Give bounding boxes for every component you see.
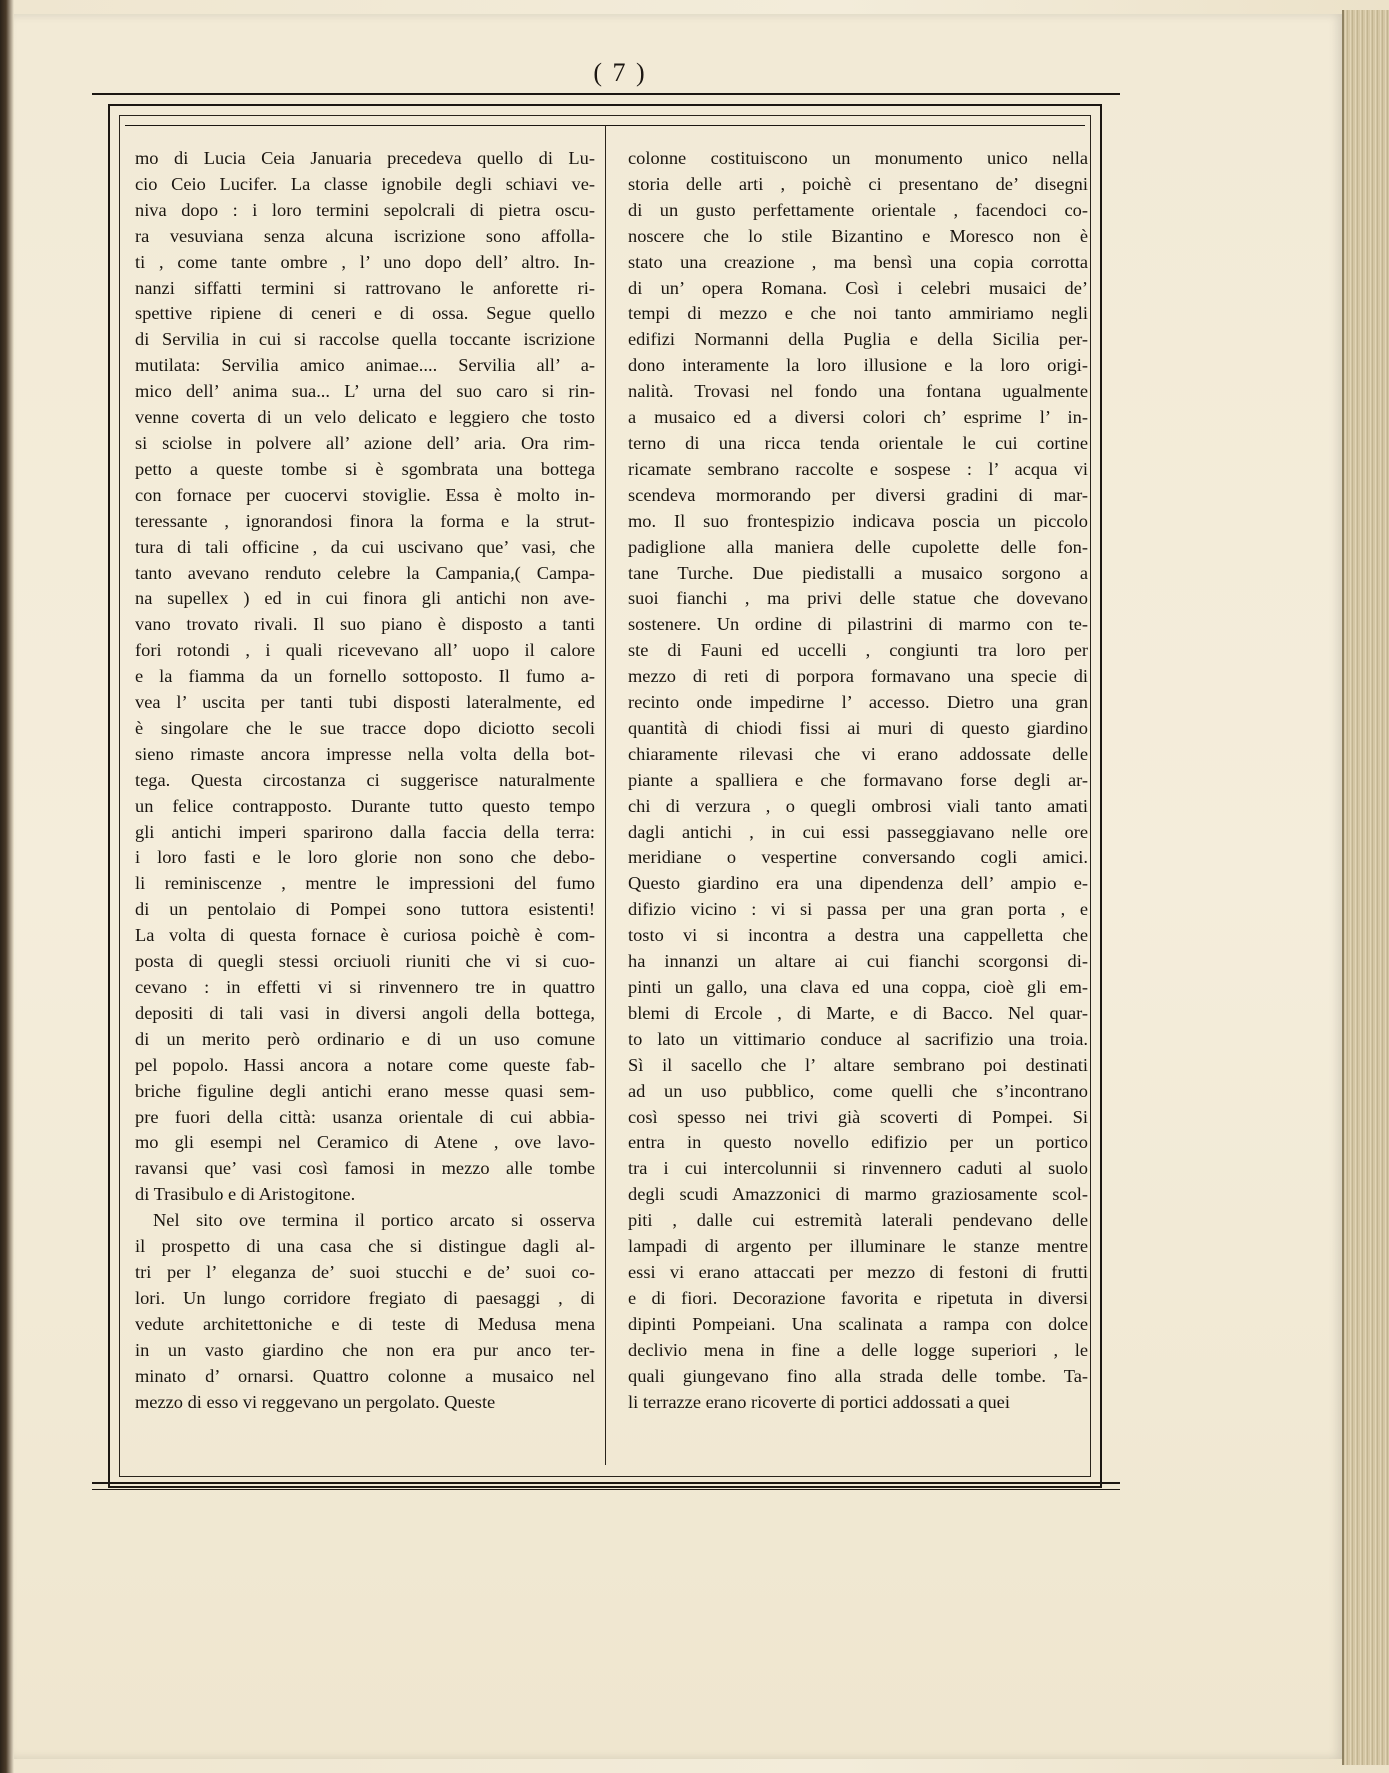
text-line: così spesso nei trivi già scoverti di Pompei. Si bbox=[628, 1106, 1088, 1127]
text-line: venne coverta di un velo delicato e leggiero che tosto bbox=[135, 407, 595, 428]
text-line: dipinti Pompeiani. Una scalinata a rampa con dolce bbox=[628, 1313, 1088, 1334]
text-line: gli antichi imperi sparirono dalla faccia della terra: bbox=[135, 821, 595, 842]
text-line: Sì il sacello che l’ altare sembrano poi destinati bbox=[628, 1054, 1088, 1075]
text-line: mezzo di esso vi reggevano un pergolato. Queste bbox=[135, 1391, 496, 1412]
text-line: teressante , ignorandosi finora la forma e la strut- bbox=[135, 510, 595, 531]
text-line: ravansi que’ vasi così famosi in mezzo alle tombe bbox=[135, 1158, 595, 1179]
bottom-rule-thick bbox=[92, 1482, 1120, 1484]
page-number: ( 7 ) bbox=[593, 58, 647, 87]
text-line: un felice contrapposto. Durante tutto questo tempo bbox=[135, 795, 595, 816]
text-line: mico dell’ anima sua... L’ urna del suo caro si rin- bbox=[135, 381, 595, 402]
text-line: storia delle arti , poichè ci presentano de’ disegni bbox=[628, 173, 1088, 194]
text-line: in un vasto giardino che non era pur anco ter- bbox=[135, 1339, 595, 1360]
text-line: a musaico ed a diversi colori ch’ esprime l’ in- bbox=[628, 407, 1088, 428]
text-line: tosto vi si incontra a destra una cappelletta che bbox=[628, 925, 1088, 946]
text-line: nalità. Trovasi nel fondo una fontana ugualmente bbox=[628, 381, 1088, 402]
text-line: posta di quegli stessi orciuoli riuniti che vi si cuo- bbox=[135, 951, 595, 972]
text-line: li terrazze erano ricoverte di portici addossati a quei bbox=[628, 1391, 1010, 1412]
text-line: petto a queste tombe si è sgombrata una bottega bbox=[135, 458, 595, 479]
text-line: edifizi Normanni della Puglia e della Sicilia per- bbox=[628, 329, 1088, 350]
text-line: è singolare che le sue tracce dopo diciotto secoli bbox=[135, 717, 595, 738]
text-line: recinto onde impedirne l’ accesso. Dietro una gran bbox=[628, 692, 1088, 713]
text-line: li reminiscenze , mentre le impressioni del fumo bbox=[135, 873, 595, 894]
text-line: noscere che lo stile Bizantino e Moresco non è bbox=[628, 225, 1088, 246]
text-line: di un gusto perfettamente orientale , facendoci co- bbox=[628, 199, 1088, 220]
text-line: ha innanzi un altare ai cui fianchi scorgonsi di- bbox=[628, 951, 1088, 972]
text-line: ad un uso pubblico, come quelli che s’incontrano bbox=[628, 1080, 1088, 1101]
text-line: essi vi erano attaccati per mezzo di festoni di frutti bbox=[628, 1261, 1088, 1282]
text-line: di Servilia in cui si raccolse quella toccante iscrizione bbox=[135, 329, 595, 350]
text-line: cio Ceio Lucifer. La classe ignobile degli schiavi ve- bbox=[135, 173, 595, 194]
text-line: spettive ripiene di ceneri e di ossa. Segue quello bbox=[135, 303, 595, 324]
text-line: tanto avevano renduto celebre la Campania,( Campa- bbox=[135, 562, 595, 583]
text-line: degli scudi Amazzonici di marmo graziosamente scol- bbox=[628, 1184, 1088, 1205]
text-line: di un pentolaio di Pompei sono tuttora esistenti! bbox=[135, 899, 595, 920]
text-line: pinti un gallo, una clava ed una coppa, cioè gli em- bbox=[628, 977, 1088, 997]
text-line: tra i cui intercolunnii si rinvennero caduti al suolo bbox=[628, 1158, 1088, 1179]
text-line: e di fiori. Decorazione favorita e ripetuta in diversi bbox=[628, 1287, 1088, 1308]
top-rule bbox=[92, 93, 1120, 95]
text-line: vano trovato rivali. Il suo piano è disposto a tanti bbox=[135, 614, 595, 635]
text-line: i loro fasti e le loro glorie non sono che debo- bbox=[135, 847, 595, 868]
text-line: cevano : in effetti vi si rinvennero tre in quattro bbox=[135, 977, 595, 997]
text-line: niva dopo : i loro termini sepolcrali di pietra oscu- bbox=[135, 199, 595, 220]
text-line: e la fiamma da un fornello sottoposto. Il fumo a- bbox=[135, 666, 595, 687]
text-line: tempi di mezzo e che noi tanto ammiriamo negli bbox=[628, 303, 1088, 324]
text-line: entra in questo novello edifizio per un portico bbox=[628, 1132, 1088, 1153]
page-edges bbox=[1342, 10, 1389, 1765]
text-line: tane Turche. Due piedistalli a musaico sorgono a bbox=[628, 562, 1088, 583]
text-line: ricamate sembrano raccolte e sospese : l’ acqua vi bbox=[628, 458, 1088, 479]
text-line: sieno rimaste ancora impresse nella volta della bot- bbox=[135, 743, 595, 764]
text-line: sostenere. Un ordine di pilastrini di marmo con te- bbox=[628, 614, 1088, 635]
text-line: vea l’ uscita per tanti tubi disposti lateralmente, ed bbox=[135, 692, 595, 713]
text-line: mo di Lucia Ceia Januaria precedeva quello di Lu- bbox=[135, 148, 595, 168]
text-line: Nel sito ove termina il portico arcato si osserva bbox=[153, 1210, 595, 1231]
text-line: meridiane o vespertine conversando cogli amici. bbox=[628, 847, 1088, 868]
text-line: difizio vicino : vi si passa per una gran porta , e bbox=[628, 899, 1088, 920]
text-line: quali giungevano fino alla strada delle tombe. Ta- bbox=[628, 1365, 1088, 1386]
text-line: declivio mena in fine a delle logge superiori , le bbox=[628, 1339, 1088, 1360]
text-line: mo. Il suo frontespizio indicava poscia un piccolo bbox=[628, 510, 1088, 531]
text-line: di un’ opera Romana. Così i celebri musaici de’ bbox=[628, 277, 1088, 298]
text-line: chi di verzura , o quegli ombrosi viali tanto amati bbox=[628, 795, 1088, 816]
left-text-column bbox=[135, 146, 595, 1415]
column-divider bbox=[605, 125, 606, 1465]
text-line: terno di una ricca tenda orientale le cui cortine bbox=[628, 432, 1088, 453]
text-line: tri per l’ eleganza de’ suoi stucchi e de’ suoi co- bbox=[135, 1261, 595, 1282]
text-line: Questo giardino era una dipendenza dell’ ampio e- bbox=[628, 873, 1088, 894]
text-line: piti , dalle cui estremità laterali pendevano delle bbox=[628, 1210, 1088, 1231]
text-line: na supellex ) ed in cui finora gli antichi non ave- bbox=[135, 588, 595, 609]
text-line: ti , come tante ombre , l’ uno dopo dell’ altro. In- bbox=[135, 251, 595, 272]
text-line: tega. Questa circostanza ci suggerisce naturalmente bbox=[135, 769, 595, 790]
text-line: si sciolse in polvere all’ azione dell’ aria. Ora rim- bbox=[135, 432, 595, 453]
text-line: vedute architettoniche e di teste di Medusa mena bbox=[135, 1313, 595, 1334]
text-line: lampadi di argento per illuminare le stanze mentre bbox=[628, 1236, 1088, 1257]
text-line: mutilata: Servilia amico animae.... Servilia all’ a- bbox=[135, 355, 595, 376]
text-line: blemi di Ercole , di Marte, e di Bacco. Nel quar- bbox=[628, 1002, 1088, 1023]
text-line: fori rotondi , i quali ricevevano all’ uopo il calore bbox=[135, 640, 595, 661]
text-line: ste di Fauni ed uccelli , congiunti tra loro per bbox=[628, 640, 1088, 661]
text-line: piante a spalliera e che formavano forse degli ar- bbox=[628, 769, 1088, 790]
text-line: nanzi siffatti termini si rattrovano le anforette ri- bbox=[135, 277, 595, 298]
text-line: colonne costituiscono un monumento unico nella bbox=[628, 148, 1088, 168]
text-line: quantità di chiodi fissi ai muri di questo giardino bbox=[628, 717, 1088, 738]
text-line: La volta di questa fornace è curiosa poichè è com- bbox=[135, 925, 595, 946]
text-line: dono interamente la loro illusione e la loro origi- bbox=[628, 355, 1088, 376]
text-line: di Trasibulo e di Aristogitone. bbox=[135, 1184, 356, 1205]
text-line: di un merito però ordinario e di un uso comune bbox=[135, 1028, 595, 1049]
text-line: ra vesuviana senza alcuna iscrizione sono affolla- bbox=[135, 225, 595, 246]
right-text-column bbox=[628, 146, 1088, 1415]
text-line: depositi di tali vasi in diversi angoli della bottega, bbox=[135, 1002, 595, 1023]
text-line: scendeva mormorando per diversi gradini di mar- bbox=[628, 484, 1088, 505]
text-line: briche figuline degli antichi erano messe quasi sem- bbox=[135, 1080, 595, 1101]
text-line: con fornace per cuocervi stoviglie. Essa è molto in- bbox=[135, 484, 595, 505]
text-line: mo gli esempi nel Ceramico di Atene , ove lavo- bbox=[135, 1132, 595, 1153]
text-line: chiaramente rilevasi che vi erano addossate delle bbox=[628, 743, 1088, 764]
text-line: padiglione alla maniera delle cupolette delle fon- bbox=[628, 536, 1088, 557]
text-line: pel popolo. Hassi ancora a notare come queste fab- bbox=[135, 1054, 595, 1075]
text-line: tura di tali officine , da cui uscivano que’ vasi, che bbox=[135, 536, 595, 557]
bottom-rule-thin bbox=[92, 1489, 1120, 1490]
text-line: il prospetto di una casa che si distingue dagli al- bbox=[135, 1236, 595, 1257]
text-line: suoi fianchi , ma privi delle statue che dovevano bbox=[628, 588, 1088, 609]
text-line: dagli antichi , in cui essi passeggiavano nelle ore bbox=[628, 821, 1088, 842]
text-line: to lato un vittimario conduce al sacrifizio una troia. bbox=[628, 1028, 1088, 1049]
text-line: pre fuori della città: usanza orientale di cui abbia- bbox=[135, 1106, 595, 1127]
text-line: minato d’ ornarsi. Quattro colonne a musaico nel bbox=[135, 1365, 595, 1386]
text-line: mezzo di reti di porpora formavano una specie di bbox=[628, 666, 1088, 687]
text-line: stato una creazione , ma bensì una copia corrotta bbox=[628, 251, 1088, 272]
text-line: lori. Un lungo corridore fregiato di paesaggi , di bbox=[135, 1287, 595, 1308]
